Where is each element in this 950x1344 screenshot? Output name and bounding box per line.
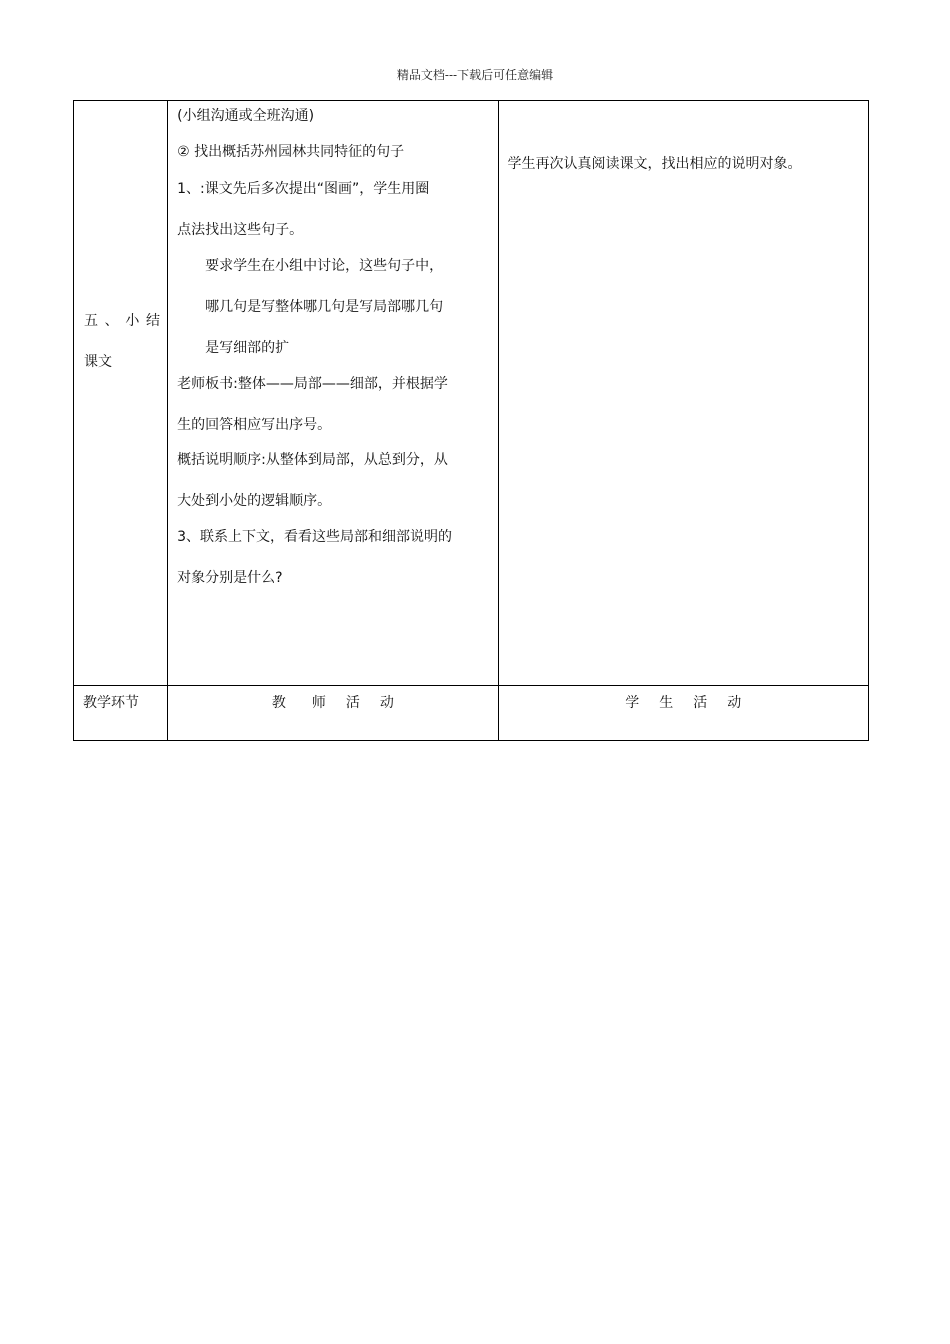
teacher-line: (小组沟通或全班沟通) [177,108,315,124]
stage-label-line1: 五 、 小 结 [84,313,160,329]
student-activity-cell [498,101,868,686]
teacher-line: 要求学生在小组中讨论，这些句子中， [205,258,444,274]
stage-label [84,301,160,383]
teacher-activity-cell [168,101,498,686]
table-row [74,686,869,741]
header-student-activity [498,686,868,741]
student-activity-text: 学生再次认真阅读课文，找出相应的说明对象。 [507,156,802,172]
teacher-line: 老师板书:整体——局部——细部，并根据学 [177,376,448,392]
teacher-line: 大处到小处的逻辑顺序。 [177,493,332,509]
teacher-line: 是写细部的扩 [205,340,290,356]
header-teaching-stage: 教学环节 [74,686,168,741]
teacher-line: 生的回答相应写出序号。 [177,417,332,433]
stage-label-line2: 课文 [84,354,112,370]
header-teacher-activity [168,686,498,741]
lesson-table [73,100,869,741]
teacher-line: ② 找出概括苏州园林共同特征的句子 [177,144,405,160]
teacher-line: 对象分别是什么? [177,570,283,586]
teacher-line: 点法找出这些句子。 [177,222,304,238]
table-row [74,101,869,686]
stage-cell [74,101,168,686]
teacher-line: 概括说明顺序:从整体到局部，从总到分，从 [177,452,448,468]
header-student-activity-label: 学 生 活 动 [625,695,742,711]
page-header: 精品文档---下载后可任意编辑 [396,68,554,82]
teacher-line: 3、联系上下文，看看这些局部和细部说明的 [177,529,453,545]
teacher-line: 哪几句是写整体哪几句是写局部哪几句 [205,299,444,315]
header-teacher-activity-label: 教 师 活 动 [271,695,394,711]
teacher-line: 1、:课文先后多次提出“图画”，学生用圈 [177,181,430,197]
